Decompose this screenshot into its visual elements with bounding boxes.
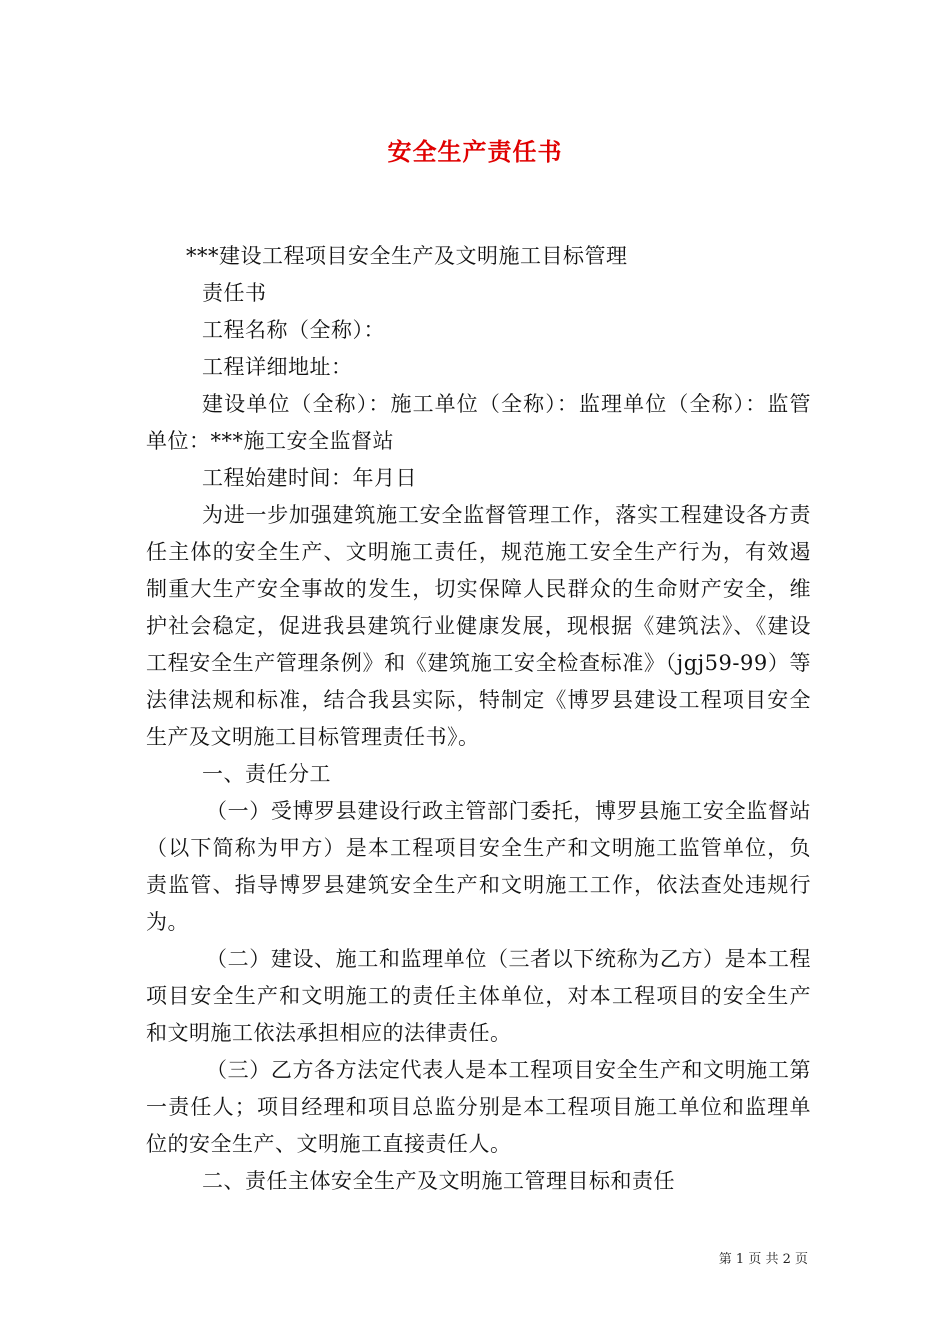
paragraph-project-name: 工程名称（全称）： [202, 318, 385, 342]
page-number: 第 1 页 共 2 页 [718, 1252, 808, 1267]
paragraph-item-three: （三）乙方各方法定代表人是本工程项目安全生产和文明施工第一责任人；项目经理和项目总监分别是本工程项目施工单位和监理单位的安全生产、文明施工直接责任人。 [146, 1058, 811, 1156]
paragraph-start-time: 工程始建时间：年月日 [202, 466, 417, 490]
document-body [146, 238, 811, 1200]
paragraph-responsibility-book: 责任书 [202, 281, 267, 305]
paragraph-intro: 为进一步加强建筑施工安全监督管理工作，落实工程建设各方责任主体的安全生产、文明施工责任，规范施工安全生产行为，有效遏制重大生产安全事故的发生，切实保障人民群众的生命财产安全，维护社会稳定，促进我县建筑行业健康发展，现根据《建筑法》、《建设工程安全生产管理条例》和《建筑施工安全检查标准》（jgj59-99）等法律法规和标准，结合我县实际，特制定《博罗县建设工程项目安全生产及文明施工目标管理责任书》。 [146, 503, 811, 749]
document-title: 安全生产责任书 [387, 137, 563, 166]
paragraph-heading-line: ***建设工程项目安全生产及文明施工目标管理 [186, 244, 628, 268]
paragraph-item-two: （二）建设、施工和监理单位（三者以下统称为乙方）是本工程项目安全生产和文明施工的责任主体单位，对本工程项目的安全生产和文明施工依法承担相应的法律责任。 [146, 947, 811, 1045]
paragraph-units: 建设单位（全称）：施工单位（全称）：监理单位（全称）：监管单位：***施工安全监督站 [146, 392, 811, 453]
paragraph-project-address: 工程详细地址： [202, 355, 353, 379]
paragraph-section-two: 二、责任主体安全生产及文明施工管理目标和责任 [202, 1169, 675, 1193]
paragraph-section-one: 一、责任分工 [202, 762, 331, 786]
paragraph-item-one: （一）受博罗县建设行政主管部门委托，博罗县施工安全监督站（以下简称为甲方）是本工程项目安全生产和文明施工监管单位，负责监管、指导博罗县建筑安全生产和文明施工工作，依法查处违规行为。 [146, 799, 811, 934]
